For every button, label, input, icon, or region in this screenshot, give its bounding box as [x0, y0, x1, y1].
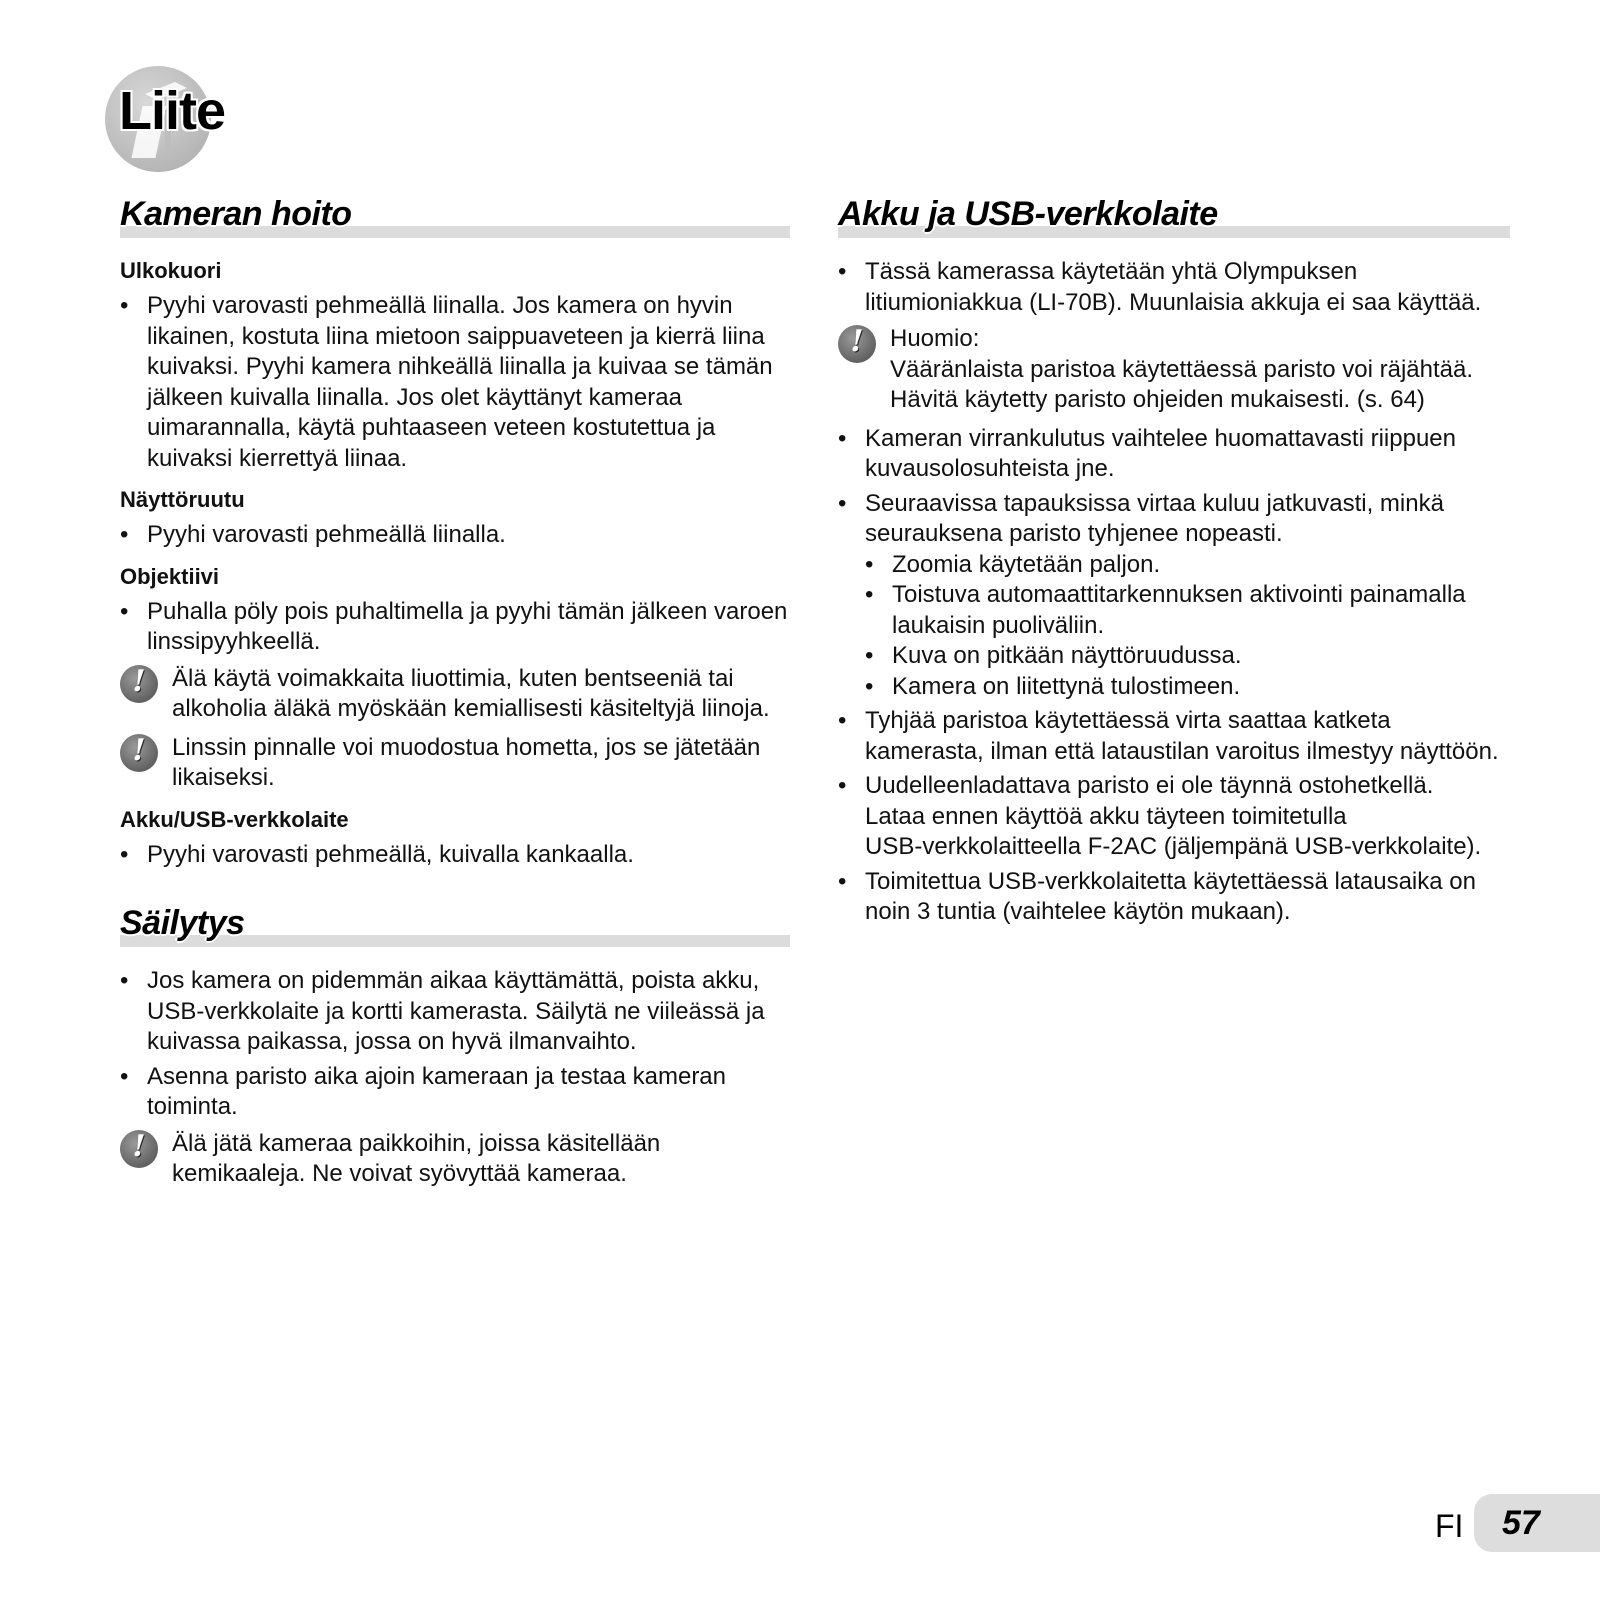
bullet-list — [120, 597, 790, 658]
warning-icon: ! — [120, 1130, 158, 1168]
sub-list-item: • Kuva on pitkään näyttöruudussa. — [865, 641, 1510, 672]
section-header — [120, 904, 790, 950]
language-code: FI — [1435, 1508, 1464, 1544]
section-header — [838, 195, 1510, 241]
warning-icon: ! — [838, 325, 876, 363]
chapter-title: Liite — [119, 81, 226, 141]
list-item: • Tyhjää paristoa käytettäessä virta saattaa katketa kamerasta, ilman että lataustilan varoitus ilmestyy näyttöön. — [838, 706, 1510, 767]
section-title-storage: Säilytys — [120, 904, 245, 942]
subhead-battery: Akku/USB-verkkolaite — [120, 806, 349, 832]
section-title-care: Kameran hoito — [120, 195, 352, 233]
bullet-list — [120, 840, 790, 871]
note-text: Älä jätä kameraa paikkoihin, joissa käsitellään kemikaaleja. Ne voivat syövyttää kameraa. — [172, 1129, 661, 1187]
list-item: • Tässä kamerassa käytetään yhtä Olympuksen litiumioniakkua (LI-70B). Muunlaisia akkuja ei saa käyttää. — [838, 257, 1510, 318]
list-item-line: Lataa ennen käyttöä akku täyteen toimitetulla — [865, 802, 1347, 830]
sub-bullet-list — [865, 550, 1510, 703]
right-column — [838, 195, 1510, 932]
caution-note — [838, 324, 1510, 416]
list-item: • Pyyhi varovasti pehmeällä, kuivalla kankaalla. — [120, 840, 790, 871]
sub-list-item: • Zoomia käytetään paljon. — [865, 550, 1510, 581]
note-text: Linssin pinnalle voi muodostua hometta, jos se jätetään likaiseksi. — [172, 733, 761, 791]
caution-note — [120, 733, 790, 794]
caution-note — [120, 1129, 790, 1190]
bullet-list — [120, 291, 790, 474]
note-text: Älä käytä voimakkaita liuottimia, kuten bentseeniä tai alkoholia äläkä myöskään kemiallisesti käsiteltyjä liinoja. — [172, 664, 770, 722]
subhead-lens: Objektiivi — [120, 563, 220, 589]
page-number: 57 — [1502, 1504, 1540, 1542]
section-title-battery: Akku ja USB-verkkolaite — [838, 195, 1218, 233]
section-header — [120, 195, 790, 241]
bullet-list — [838, 424, 1510, 928]
warning-icon: ! — [120, 734, 158, 772]
list-item: • Jos kamera on pidemmän aikaa käyttämättä, poista akku, USB-verkkolaite ja kortti kamerasta. Säilytä ne viileässä ja kuivassa paikassa, jossa on hyvä ilmanvaihto. — [120, 966, 790, 1058]
list-item: • Puhalla pöly pois puhaltimella ja pyyhi tämän jälkeen varoen linssipyyhkeellä. — [120, 597, 790, 658]
caution-note — [120, 664, 790, 725]
bullet-list — [120, 520, 790, 551]
bullet-list — [120, 966, 790, 1123]
list-item-text: Seuraavissa tapauksissa virtaa kuluu jatkuvasti, minkä seurauksena paristo tyhjenee nopeasti. — [865, 489, 1444, 547]
list-item: • Asenna paristo aika ajoin kameraan ja testaa kameran toiminta. — [120, 1062, 790, 1123]
list-item — [838, 489, 1510, 703]
chapter-header — [105, 66, 345, 176]
subhead-exterior: Ulkokuori — [120, 258, 222, 283]
list-item-line: • Uudelleenladattava paristo ei ole täynnä ostohetkellä. — [865, 772, 1434, 799]
list-item: • Kameran virrankulutus vaihtelee huomattavasti riippuen kuvausolosuhteista jne. — [838, 424, 1510, 485]
sub-list-item: • Kamera on liitettynä tulostimeen. — [865, 672, 1510, 703]
list-item: • Pyyhi varovasti pehmeällä liinalla. — [120, 520, 790, 551]
subhead-monitor: Näyttöruutu — [120, 487, 245, 512]
list-item-line: USB-verkkolaitteella F-2AC (jäljempänä USB-verkkolaite). — [865, 833, 1482, 860]
warning-icon: ! — [120, 665, 158, 703]
bullet-list — [838, 257, 1510, 318]
left-column — [120, 195, 790, 1198]
list-item: • Pyyhi varovasti pehmeällä liinalla. Jos kamera on hyvin likainen, kostuta liina mietoon saippuaveteen ja kierrä liina kuivaksi. Pyyhi kamera nihkeällä liinalla ja kuivaa se tämän jälkeen kuivalla liinalla. Jos olet käyttänyt kameraa uimarannalla, käytä puhtaaseen veteen kostutettua ja kuivaksi kierrettyä liinaa. — [120, 291, 790, 474]
caution-line: Hävitä käytetty paristo ohjeiden mukaisesti. (s. 64) — [890, 386, 1425, 413]
caution-line: Vääränlaista paristoa käytettäessä paristo voi räjähtää. — [890, 355, 1473, 383]
sub-list-item: • Toistuva automaattitarkennuksen aktivointi painamalla laukaisin puoliväliin. — [865, 580, 1510, 641]
list-item — [838, 771, 1510, 863]
list-item: • Toimitettua USB-verkkolaitetta käytettäessä latausaika on noin 3 tuntia (vaihtelee käytön mukaan). — [838, 867, 1510, 928]
caution-title: Huomio: — [890, 325, 980, 352]
